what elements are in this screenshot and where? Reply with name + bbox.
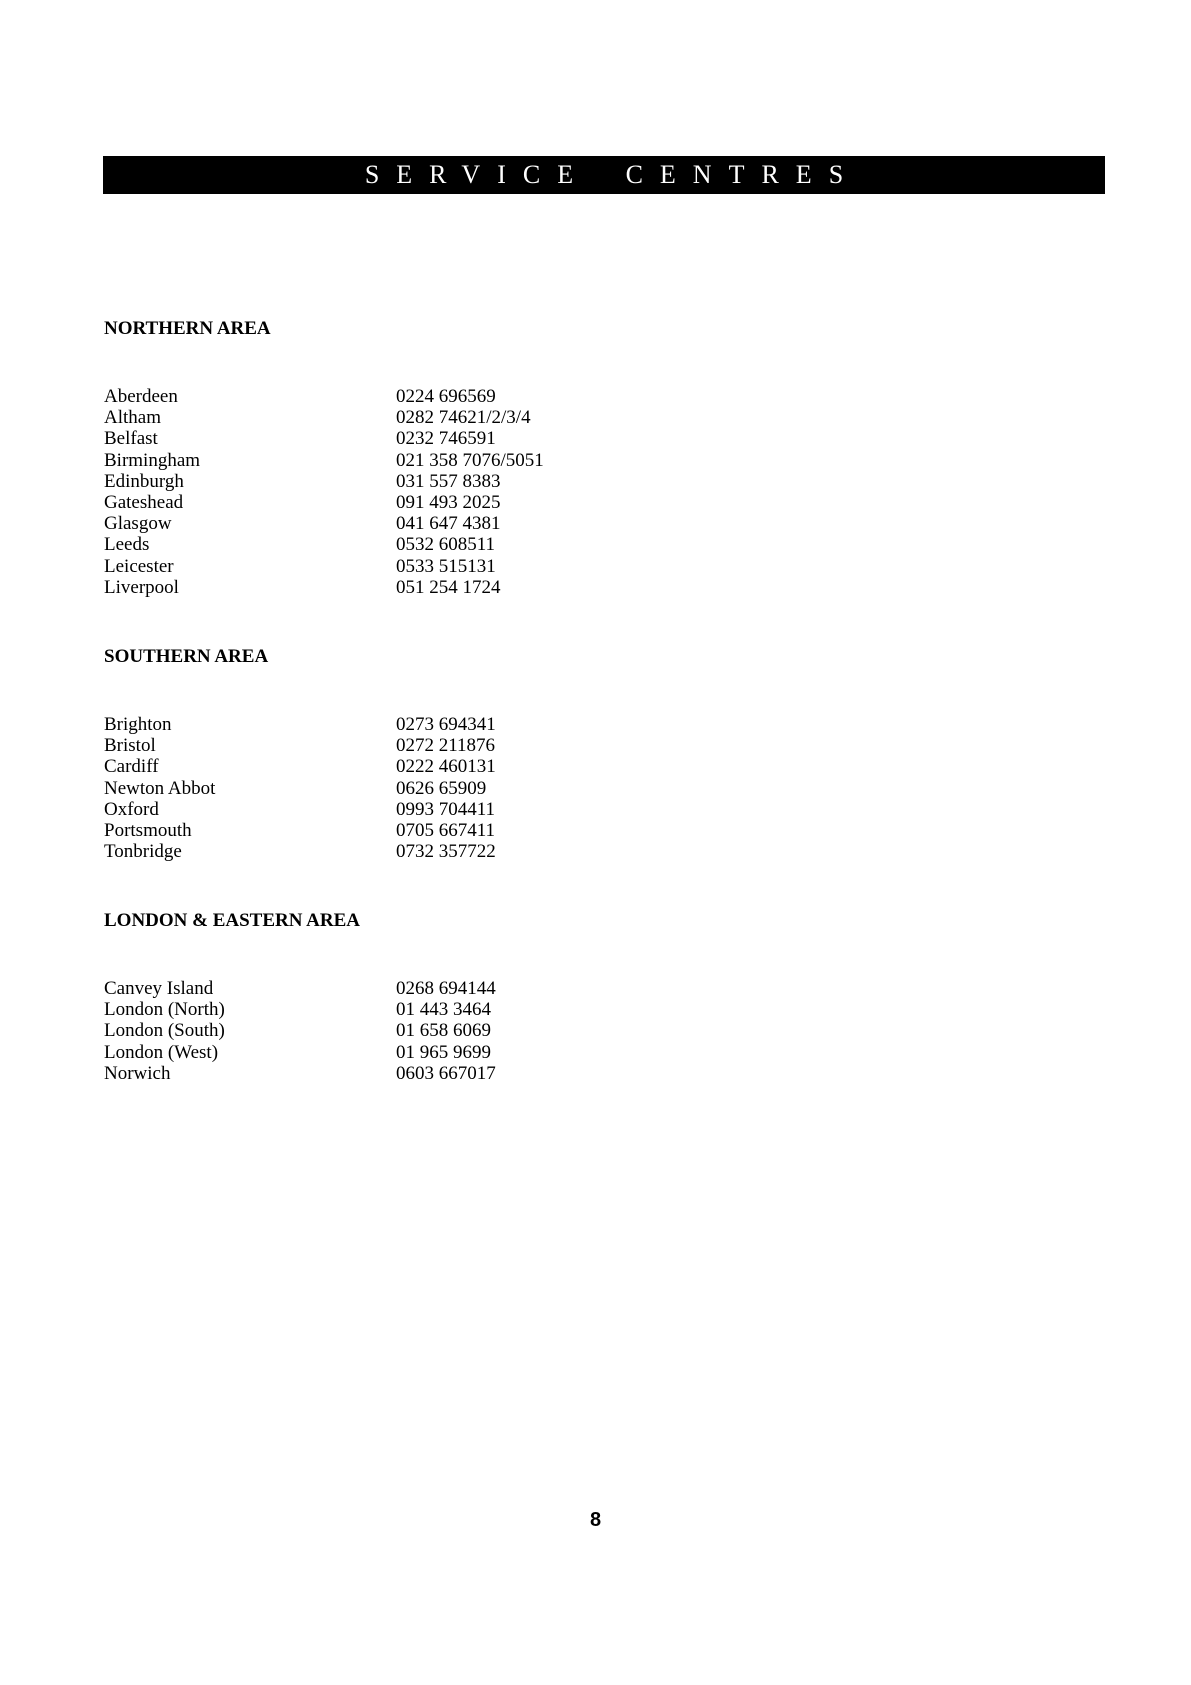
- list-item: [104, 555, 496, 577]
- list-item: [104, 777, 487, 799]
- city-name: Liverpool: [104, 576, 179, 598]
- title-banner: [103, 156, 1105, 194]
- list-item: [104, 798, 496, 820]
- city-name: Newton Abbot: [104, 777, 216, 799]
- phone-number: 0232 746591: [396, 428, 496, 450]
- list-item: [104, 841, 496, 863]
- phone-number: 0603 667017: [396, 1062, 496, 1084]
- list-item: [104, 576, 501, 598]
- phone-number: 031 557 8383: [396, 470, 501, 492]
- service-centre-list: [104, 386, 544, 598]
- phone-number: 0222 460131: [396, 756, 496, 778]
- phone-number: 0993 704411: [396, 798, 496, 820]
- page-title: SERVICE CENTRES: [364, 160, 861, 189]
- section-southern-area: [104, 646, 496, 863]
- list-item: [104, 491, 501, 513]
- city-name: Brighton: [104, 714, 172, 735]
- list-item: [104, 513, 501, 535]
- section-northern-area: [104, 318, 544, 598]
- phone-number: 0282 74621/2/3/4: [396, 407, 531, 429]
- phone-number: 0533 515131: [396, 555, 496, 577]
- list-item: [104, 386, 496, 407]
- list-item: [104, 407, 531, 429]
- section-london-eastern-area: [104, 910, 496, 1084]
- city-name: Leicester: [104, 555, 174, 577]
- list-item: [104, 714, 496, 735]
- phone-number: 0705 667411: [396, 819, 496, 841]
- city-name: Oxford: [104, 798, 159, 820]
- list-item: [104, 819, 496, 841]
- list-item: [104, 1062, 496, 1084]
- phone-number: 041 647 4381: [396, 513, 501, 535]
- city-name: Portsmouth: [104, 819, 192, 841]
- city-name: Belfast: [104, 428, 158, 450]
- city-name: London (West): [104, 1041, 219, 1063]
- list-item: [104, 1041, 491, 1063]
- list-item: [104, 756, 496, 778]
- list-item: [104, 735, 496, 757]
- city-name: Gateshead: [104, 491, 184, 513]
- section-heading: SOUTHERN AREA: [104, 646, 269, 667]
- phone-number: 01 965 9699: [396, 1041, 491, 1063]
- service-centre-list: [104, 714, 496, 863]
- city-name: Edinburgh: [104, 470, 184, 492]
- phone-number: 0732 357722: [396, 841, 496, 863]
- list-item: [104, 1020, 491, 1042]
- city-name: London (South): [104, 1020, 225, 1042]
- list-item: [104, 449, 544, 471]
- city-name: Birmingham: [104, 449, 201, 471]
- phone-number: 01 658 6069: [396, 1020, 491, 1042]
- list-item: [104, 999, 491, 1021]
- city-name: Canvey Island: [104, 978, 214, 999]
- city-name: London (North): [104, 999, 225, 1021]
- phone-number: 0272 211876: [396, 735, 496, 757]
- list-item: [104, 978, 496, 999]
- phone-number: 021 358 7076/5051: [396, 449, 544, 471]
- city-name: Norwich: [104, 1062, 171, 1084]
- phone-number: 01 443 3464: [396, 999, 491, 1021]
- service-centre-list: [104, 978, 496, 1084]
- list-item: [104, 534, 496, 556]
- phone-number: 091 493 2025: [396, 491, 501, 513]
- city-name: Bristol: [104, 735, 156, 757]
- phone-number: 0273 694341: [396, 714, 496, 735]
- city-name: Glasgow: [104, 513, 172, 535]
- phone-number: 0532 608511: [396, 534, 496, 556]
- phone-number: 0268 694144: [396, 978, 496, 999]
- phone-number: 0626 65909: [396, 777, 487, 799]
- phone-number: 051 254 1724: [396, 576, 501, 598]
- phone-number: 0224 696569: [396, 386, 496, 407]
- city-name: Aberdeen: [104, 386, 178, 407]
- list-item: [104, 470, 501, 492]
- city-name: Tonbridge: [104, 841, 182, 863]
- city-name: Cardiff: [104, 756, 159, 778]
- page-number: 8: [589, 1509, 602, 1531]
- section-heading: NORTHERN AREA: [104, 318, 271, 339]
- list-item: [104, 428, 496, 450]
- city-name: Altham: [104, 407, 161, 429]
- section-heading: LONDON & EASTERN AREA: [104, 910, 361, 931]
- city-name: Leeds: [104, 534, 150, 556]
